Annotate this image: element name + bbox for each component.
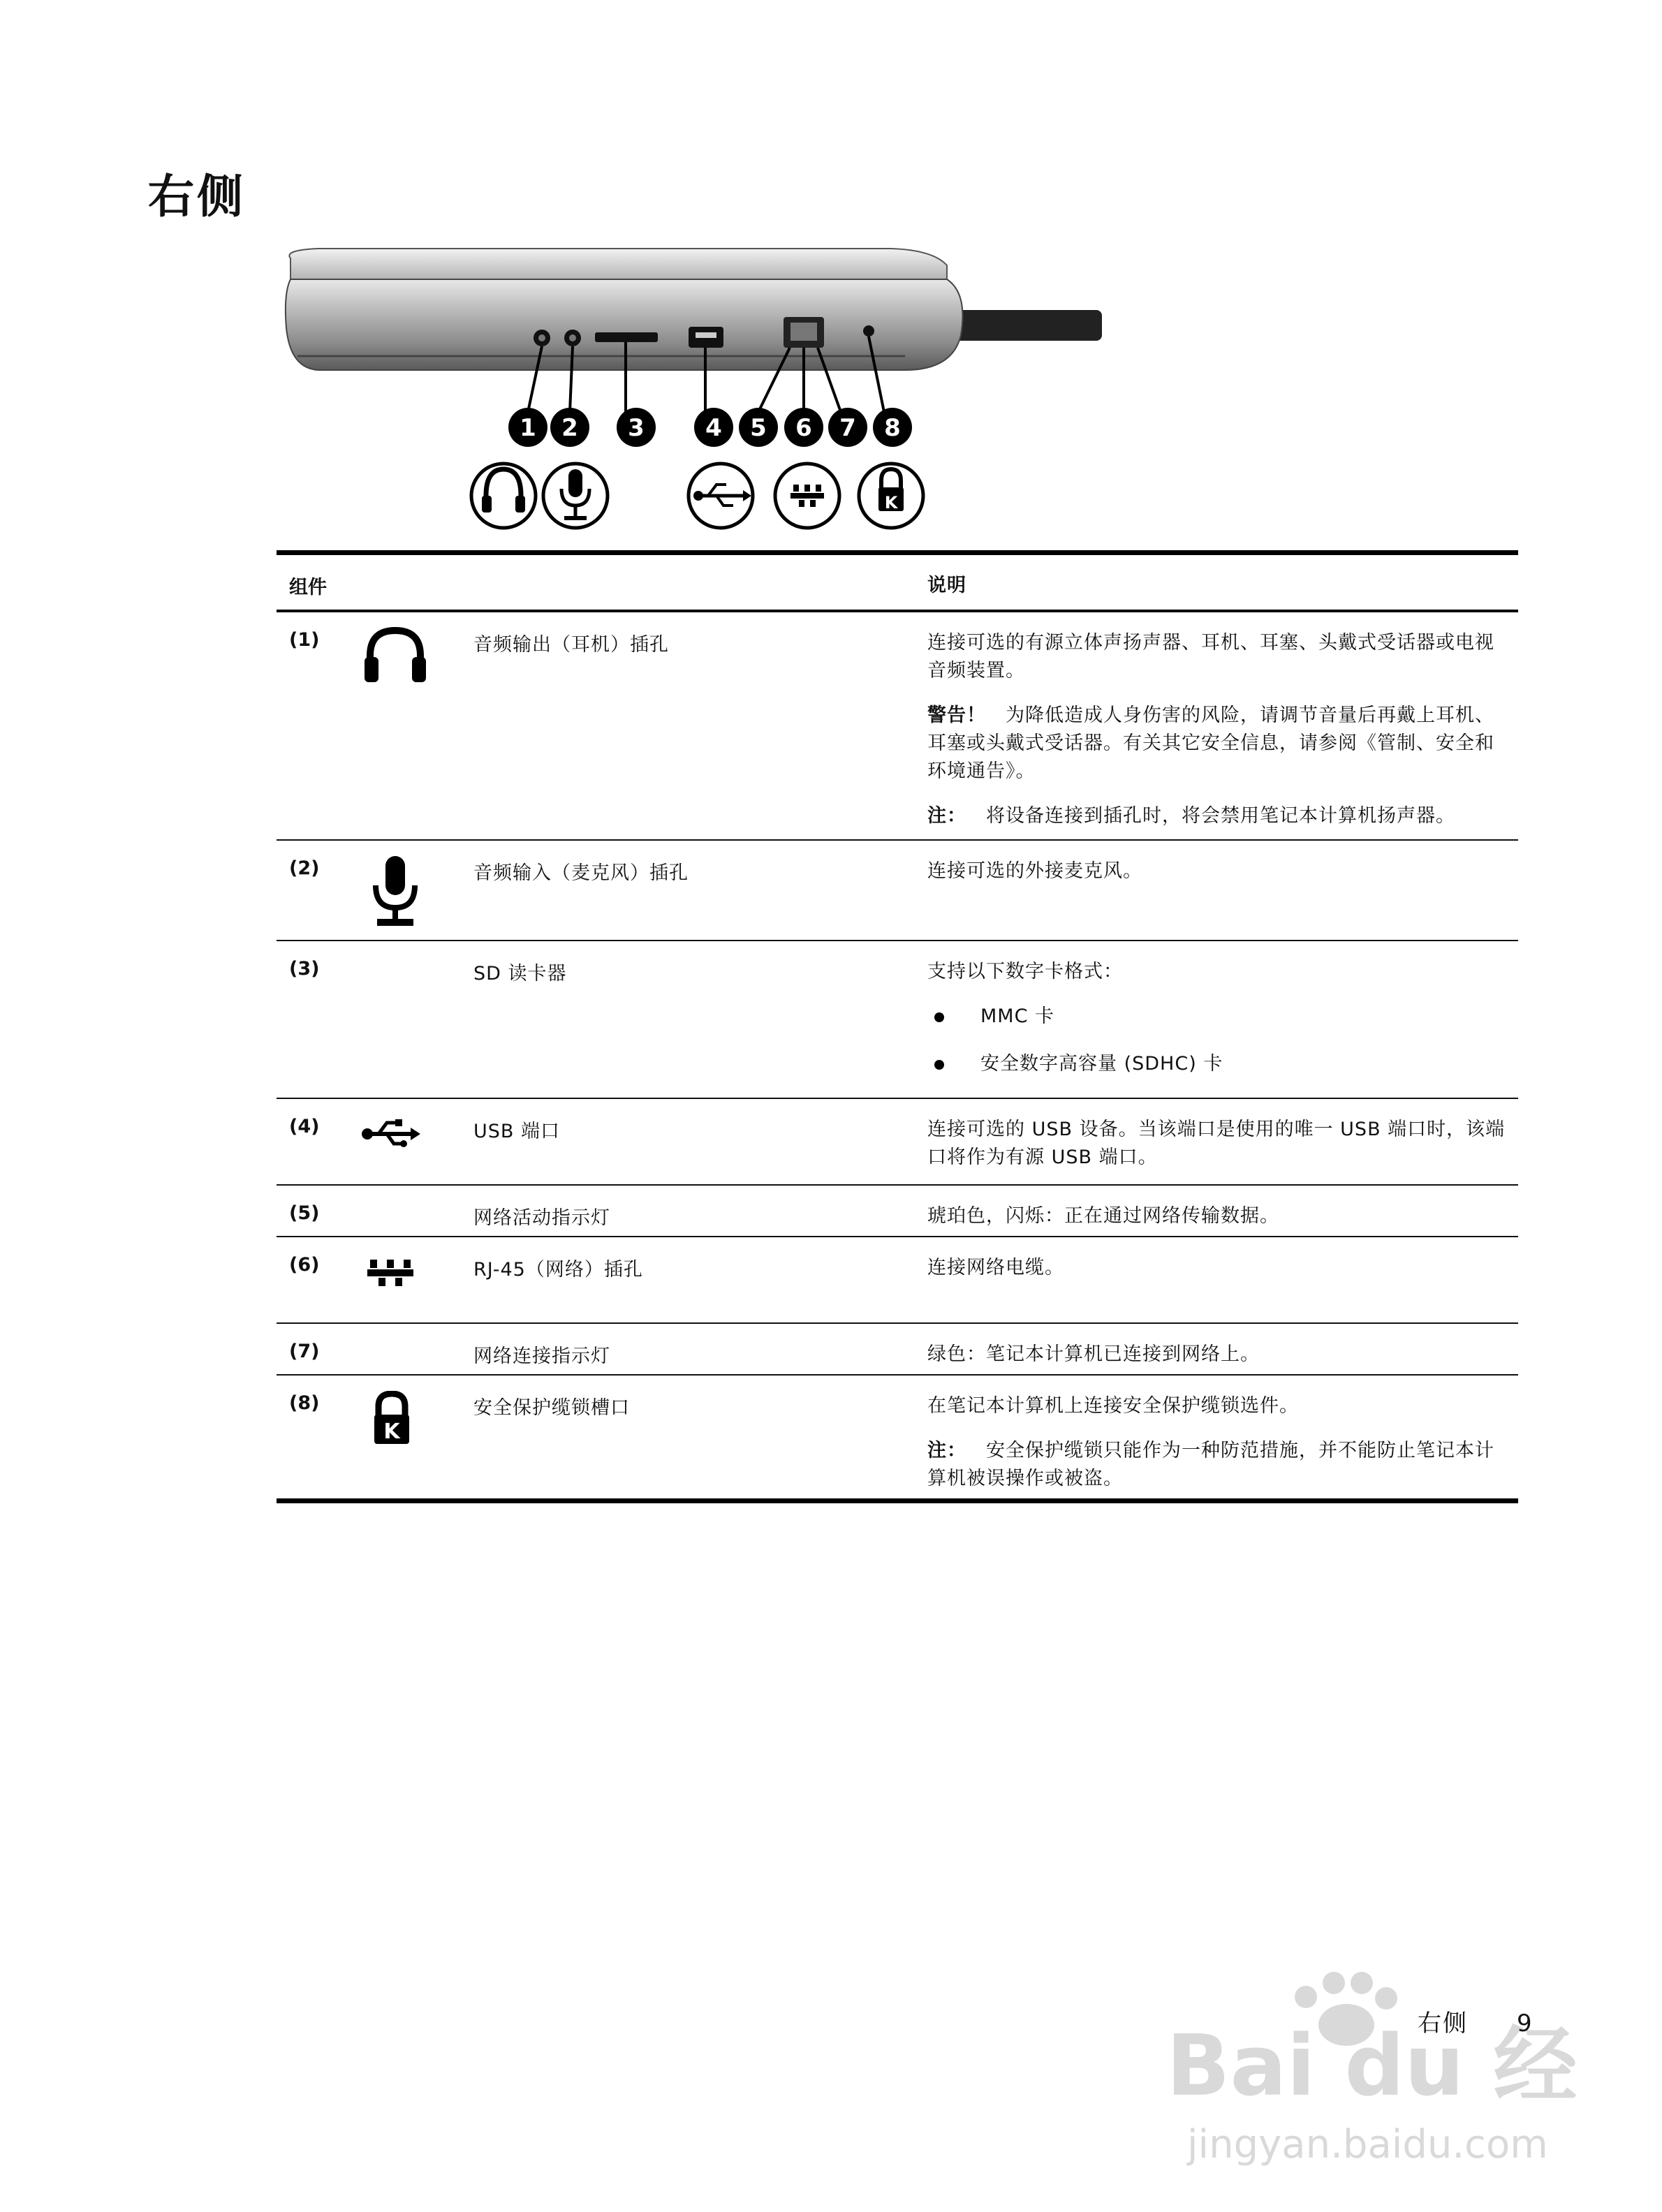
component-description xyxy=(927,1237,1518,1322)
microphone-icon xyxy=(360,841,473,940)
component-name: SD 读卡器 xyxy=(473,963,567,985)
table-row xyxy=(277,1184,1518,1236)
description-text: 连接可选的外接麦克风。 xyxy=(927,860,1142,882)
component-description xyxy=(927,1099,1518,1184)
component-description xyxy=(927,612,1518,839)
table-row xyxy=(277,1374,1518,1498)
component-table xyxy=(277,550,1518,1503)
component-name: USB 端口 xyxy=(473,1121,561,1142)
description-text: 连接可选的 USB 设备。当该端口是使用的唯一 USB 端口时，该端口将作为有源 USB 端口。 xyxy=(927,1119,1506,1168)
warning-paragraph xyxy=(927,702,1511,786)
svg-text:6: 6 xyxy=(795,414,812,442)
component-name: 音频输入（麦克风）插孔 xyxy=(473,862,689,884)
row-number: (1) xyxy=(289,629,320,651)
bullet-icon xyxy=(934,1060,944,1070)
note-paragraph xyxy=(927,802,1511,830)
svg-text:K: K xyxy=(884,493,898,513)
page-title: 右侧 xyxy=(148,170,246,223)
page-number: 9 xyxy=(1517,2010,1534,2037)
component-description xyxy=(927,1376,1518,1498)
component-description xyxy=(927,1324,1518,1374)
description-text: 连接网络电缆。 xyxy=(927,1257,1064,1278)
component-description xyxy=(927,1186,1518,1236)
note-paragraph xyxy=(927,1437,1511,1493)
callout-1 xyxy=(508,408,547,447)
component-name: 网络连接指示灯 xyxy=(473,1345,610,1367)
row-number: (6) xyxy=(289,1254,320,1276)
usb-icon xyxy=(360,1099,473,1184)
svg-text:K: K xyxy=(383,1420,400,1444)
table-row xyxy=(277,1322,1518,1374)
svg-text:8: 8 xyxy=(884,414,901,442)
note-text: 将设备连接到插孔时，将会禁用笔记本计算机扬声器。 xyxy=(986,805,1455,827)
row-number: (4) xyxy=(289,1116,320,1137)
note-label: 注： xyxy=(927,805,966,827)
component-name: 安全保护缆锁槽口 xyxy=(473,1397,630,1419)
table-row xyxy=(277,839,1518,940)
svg-text:jingyan.baidu.com: jingyan.baidu.com xyxy=(1187,2122,1548,2167)
component-description xyxy=(927,841,1518,940)
row-number: (3) xyxy=(289,958,320,980)
description-text: 绿色：笔记本计算机已连接到网络上。 xyxy=(927,1343,1260,1365)
row-number: (2) xyxy=(289,857,320,879)
row-number: (7) xyxy=(289,1341,320,1362)
description-text: 支持以下数字卡格式： xyxy=(927,961,1123,982)
page-footer xyxy=(1418,2004,1534,2038)
callout-7 xyxy=(828,408,867,447)
lock-icon xyxy=(360,1376,473,1498)
svg-text:2: 2 xyxy=(561,414,578,442)
callout-2 xyxy=(550,408,589,447)
callout-5 xyxy=(739,408,778,447)
component-name: 音频输出（耳机）插孔 xyxy=(473,634,669,656)
component-name: RJ-45（网络）插孔 xyxy=(473,1259,643,1281)
network-icon xyxy=(360,1237,473,1322)
svg-text:1: 1 xyxy=(520,414,536,442)
callout-3 xyxy=(617,408,656,447)
callout-6 xyxy=(784,408,823,447)
headphone-icon xyxy=(360,612,473,839)
baidu-watermark-logo xyxy=(1159,1934,1578,2172)
svg-text:7: 7 xyxy=(839,414,856,442)
table-row xyxy=(277,1236,1518,1322)
note-label: 注： xyxy=(927,1440,966,1461)
table-row xyxy=(277,1098,1518,1184)
description-text: 连接可选的有源立体声扬声器、耳机、耳塞、头戴式受话器或电视音频装置。 xyxy=(927,632,1494,681)
bullet-icon xyxy=(934,1012,944,1022)
note-text: 安全保护缆锁只能作为一种防范措施，并不能防止笔记本计算机被误操作或被盗。 xyxy=(927,1440,1494,1489)
component-description xyxy=(927,941,1518,1098)
warning-label: 警告！ xyxy=(927,705,986,726)
footer-section: 右侧 xyxy=(1418,2010,1468,2037)
callout-8 xyxy=(873,408,912,447)
table-header xyxy=(277,555,1518,612)
callout-4 xyxy=(694,408,733,447)
laptop-right-side-illustration xyxy=(277,244,1108,552)
svg-text:5: 5 xyxy=(750,414,767,442)
svg-text:3: 3 xyxy=(628,414,645,442)
table-row xyxy=(277,612,1518,839)
header-description: 说明 xyxy=(927,575,966,596)
list-item: MMC 卡 xyxy=(927,1003,1511,1031)
svg-text:4: 4 xyxy=(705,414,722,442)
row-number: (8) xyxy=(289,1392,320,1414)
description-text: 琥珀色，闪烁：正在通过网络传输数据。 xyxy=(927,1205,1279,1227)
header-component: 组件 xyxy=(289,577,327,598)
row-number: (5) xyxy=(289,1202,320,1224)
warning-text: 为降低造成人身伤害的风险，请调节音量后再戴上耳机、耳塞或头戴式受话器。有关其它安全信息，请参阅《管制、安全和环境通告》。 xyxy=(927,705,1494,782)
svg-text:Bai du 经验: Bai du 经 xyxy=(1166,2018,1578,2115)
description-text: 在笔记本计算机上连接安全保护缆锁选件。 xyxy=(927,1395,1299,1417)
component-name: 网络活动指示灯 xyxy=(473,1207,610,1229)
table-row xyxy=(277,940,1518,1098)
list-item: 安全数字高容量 (SDHC) 卡 xyxy=(927,1050,1511,1078)
